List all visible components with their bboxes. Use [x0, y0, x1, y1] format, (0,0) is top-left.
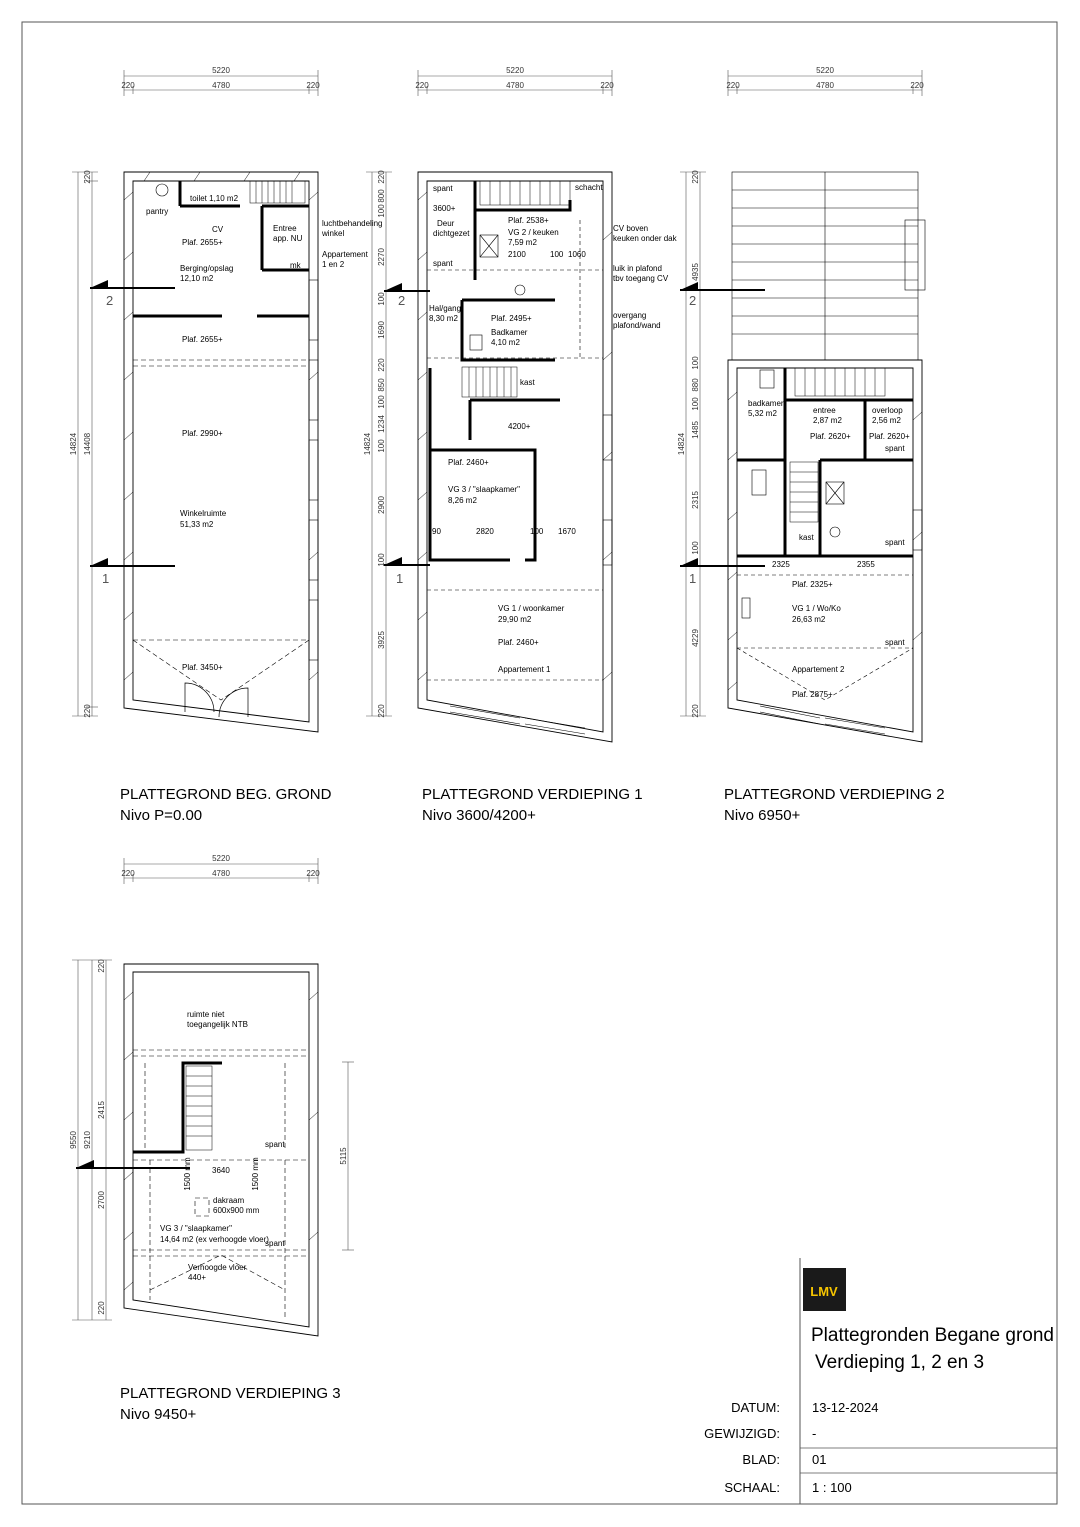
- v1-vd-14: 220: [377, 704, 386, 718]
- level-v1: Nivo 3600/4200+: [422, 807, 536, 824]
- v2-bad-m2: 5,32 m2: [748, 409, 777, 418]
- v2-plaf-w: Plaf. 2325+: [792, 580, 833, 589]
- v2-vd-7: 100: [691, 541, 700, 555]
- v1-dim-total: 5220: [506, 66, 524, 75]
- v1-vg2: VG 2 / keuken: [508, 228, 559, 237]
- stairs-v1: [462, 181, 570, 397]
- v1-schacht: schacht: [575, 183, 603, 192]
- v1-plaf-s: Plaf. 2460+: [448, 458, 489, 467]
- dim-inner-h: 14408: [83, 432, 92, 456]
- v1-dim-wall-l: 220: [415, 81, 429, 90]
- v1-vd-5: 1690: [377, 321, 386, 339]
- v2-vd-5: 1485: [691, 421, 700, 439]
- stair-bg: [250, 181, 305, 203]
- logo: LMV: [810, 1284, 838, 1299]
- v3-verhoogd2: 440+: [188, 1273, 207, 1282]
- dim-inner: 4780: [212, 81, 230, 90]
- v2-total-h: 14824: [677, 432, 686, 456]
- v2-dim-total: 5220: [816, 66, 834, 75]
- wall-hatch-v3: [124, 992, 318, 1290]
- v3-ruimte: ruimte niet: [187, 1010, 225, 1019]
- level-v3: Nivo 9450+: [120, 1406, 197, 1423]
- v2-vd-0: 220: [691, 170, 700, 184]
- v1-vd-8: 100: [377, 395, 386, 409]
- v3-h1500a: 1500 mm: [183, 1157, 192, 1191]
- v1-overgang2: plafond/wand: [613, 321, 661, 330]
- v3-h1500b: 1500 mm: [251, 1157, 260, 1191]
- v1-overgang: overgang: [613, 311, 647, 320]
- v1-vd-3: 2270: [377, 248, 386, 266]
- lbl-lucht: luchtbehandeling: [322, 219, 383, 228]
- plan-verdieping-1: [363, 66, 678, 824]
- lbl-berging: Berging/opslag: [180, 264, 234, 273]
- v2-vd-4: 100: [691, 397, 700, 411]
- v2-mark-1: 1: [689, 571, 697, 586]
- v2-vd-1: 4935: [691, 263, 700, 281]
- title-bg: PLATTEGROND BEG. GROND: [120, 786, 332, 803]
- stairs-v3: [186, 1066, 212, 1150]
- v3-vd-0: 220: [97, 959, 106, 973]
- tb-row2-label: BLAD:: [742, 1452, 780, 1467]
- v3-dim-inner: 4780: [212, 869, 230, 878]
- section-mark-1: 1: [102, 571, 110, 586]
- v1-4200: 4200+: [508, 422, 531, 431]
- lbl-app: Appartement: [322, 250, 368, 259]
- v3-dakraam: dakraam: [213, 1196, 245, 1205]
- v1-d1670: 1670: [558, 527, 576, 536]
- lbl-plaf3: Plaf. 2990+: [182, 429, 223, 438]
- v3-h9550: 9550: [69, 1131, 78, 1149]
- v3-vg3-m2: 14,64 m2 (ex verhoogde vloer): [160, 1235, 269, 1244]
- v2-overloop-m2: 2,56 m2: [872, 416, 901, 425]
- v3-d3640: 3640: [212, 1166, 230, 1175]
- v3-vd-3: 220: [97, 1301, 106, 1315]
- tb-schaal-row: [690, 1480, 1050, 1498]
- v2-d2325: 2325: [772, 560, 790, 569]
- v1-3600: 3600+: [433, 204, 456, 213]
- stair-enclosure-v3: [133, 1063, 222, 1152]
- v1-total-h: 14824: [363, 432, 372, 456]
- v2-vd-6: 2315: [691, 491, 700, 509]
- tb-row3-label-html: SCHAAL:: [724, 1480, 780, 1495]
- lbl-mk: mk: [290, 261, 301, 270]
- v3-dim-wall-l: 220: [121, 869, 135, 878]
- plan-verdieping-2: [677, 66, 945, 824]
- lbl-plaf4: Plaf. 3450+: [182, 663, 223, 672]
- lbl-cv: CV: [212, 225, 224, 234]
- title-v2: PLATTEGROND VERDIEPING 2: [724, 786, 945, 803]
- v1-vg3: VG 3 / "slaapkamer": [448, 485, 520, 494]
- v1-vg1: VG 1 / woonkamer: [498, 604, 565, 613]
- v1-hal-m2: 8,30 m2: [429, 314, 458, 323]
- dim-wall-bot: 220: [83, 704, 92, 718]
- dashed-v3: [133, 1050, 309, 1320]
- stairs-v2: [790, 368, 885, 522]
- lbl-berging-m2: 12,10 m2: [180, 274, 214, 283]
- tb-row0-value: 13-12-2024: [812, 1400, 879, 1415]
- lbl-winkel: Winkelruimte: [180, 509, 227, 518]
- v1-vd-2: 100: [377, 204, 386, 218]
- v3-spant1: spant: [265, 1140, 285, 1149]
- tb-title1: Plattegronden Begane grond: [811, 1325, 1054, 1346]
- lbl-winkel-m2: 51,33 m2: [180, 520, 214, 529]
- v2-dim-inner: 4780: [816, 81, 834, 90]
- windows-bg: [309, 280, 318, 660]
- v1-cvb: CV boven: [613, 224, 649, 233]
- v2-plaf-o: Plaf. 2620+: [869, 432, 910, 441]
- v1-bad-m2: 4,10 m2: [491, 338, 520, 347]
- v1-vd-9: 1234: [377, 415, 386, 433]
- v1-vd-7: 850: [377, 378, 386, 392]
- wall-hatch-bg: [124, 172, 318, 680]
- v3-ruimte2: toegangelijk NTB: [187, 1020, 248, 1029]
- v3-h9210: 9210: [83, 1131, 92, 1149]
- v1-vg3-m2: 8,26 m2: [448, 496, 477, 505]
- title-v1: PLATTEGROND VERDIEPING 1: [422, 786, 643, 803]
- v1-vd-0: 220: [377, 170, 386, 184]
- v1-bad: Badkamer: [491, 328, 528, 337]
- v2-dim-wall-l: 220: [726, 81, 740, 90]
- v1-app1: Appartement 1: [498, 665, 551, 674]
- v1-mark-1: 1: [396, 571, 404, 586]
- section-marks-bg: [90, 280, 175, 566]
- v2-plaf-e: Plaf. 2620+: [810, 432, 851, 441]
- tb-row1-value: -: [812, 1426, 817, 1441]
- entrance-doors-bg: [185, 683, 248, 717]
- v2-mark-2: 2: [689, 293, 697, 308]
- v1-vd-1: 800: [377, 189, 386, 203]
- v3-dim-wall-r: 220: [306, 869, 320, 878]
- v1-spant: spant: [433, 184, 453, 193]
- v3-dim-total: 5220: [212, 854, 230, 863]
- pantry-fixture: [156, 184, 168, 196]
- v3-verhoogd: Verhoogde vloer: [188, 1263, 247, 1272]
- v1-mark-2: 2: [398, 293, 406, 308]
- v1-vd-11: 2900: [377, 496, 386, 514]
- lbl-plaf2: Plaf. 2655+: [182, 335, 223, 344]
- lbl-entree: Entree: [273, 224, 297, 233]
- v1-vd-13: 3925: [377, 631, 386, 649]
- v1-spant2: spant: [433, 259, 453, 268]
- v2-vd-3: 880: [691, 378, 700, 392]
- v2-spant3: spant: [885, 638, 905, 647]
- v2-vd-9: 220: [691, 704, 700, 718]
- v1-d1060: 1060: [568, 250, 586, 259]
- v1-deur2: dichtgezet: [433, 229, 470, 238]
- v2-entree-m2: 2,87 m2: [813, 416, 842, 425]
- v3-vd-1: 2415: [97, 1101, 106, 1119]
- v1-deur: Deur: [437, 219, 455, 228]
- title-v3: PLATTEGROND VERDIEPING 3: [120, 1385, 341, 1402]
- v1-vg2-m2: 7,59 m2: [508, 238, 537, 247]
- section-mark-2: 2: [106, 293, 114, 308]
- v2-overloop: overloop: [872, 406, 903, 415]
- v2-dim-wall-r: 220: [910, 81, 924, 90]
- v1-dim-inner: 4780: [506, 81, 524, 90]
- v3-spant2: spant: [265, 1239, 285, 1248]
- v1-d2100: 2100: [508, 250, 526, 259]
- v1-cvb2: keuken onder dak: [613, 234, 677, 243]
- v1-plaf-k: Plaf. 2538+: [508, 216, 549, 225]
- tb-row2-value: 01: [812, 1452, 827, 1467]
- v2-bad: badkamer: [748, 399, 784, 408]
- roof-v2: [732, 172, 925, 360]
- tb-row1-label: GEWIJZIGD:: [704, 1426, 780, 1441]
- level-bg: Nivo P=0.00: [120, 807, 203, 824]
- v1-luik2: tbv toegang CV: [613, 274, 669, 283]
- dim-wall-l: 220: [121, 81, 135, 90]
- plan-begane-grond: [69, 66, 383, 824]
- v2-vd-8: 4229: [691, 629, 700, 647]
- lbl-entree2: app. NU: [273, 234, 303, 243]
- v2-plaf-2875: Plaf. 2875+: [792, 690, 833, 699]
- dashed-bg: [133, 360, 309, 700]
- v1-kast: kast: [520, 378, 535, 387]
- v2-app2: Appartement 2: [792, 665, 845, 674]
- v1-vd-6: 220: [377, 358, 386, 372]
- v1-vg1-m2: 29,90 m2: [498, 615, 532, 624]
- v3-vg3: VG 3 / "slaapkamer": [160, 1224, 232, 1233]
- v1-vd-12: 100: [377, 553, 386, 567]
- lbl-toilet: toilet 1,10 m2: [190, 194, 239, 203]
- v3-dakraam2: 600x900 mm: [213, 1206, 260, 1215]
- dim-height: 14824: [69, 432, 78, 456]
- v1-d90: 90: [432, 527, 441, 536]
- plan-verdieping-3: [69, 854, 354, 1423]
- dim-total: 5220: [212, 66, 230, 75]
- v1-hal: Hal/gang: [429, 304, 462, 313]
- lbl-lucht2: winkel: [322, 229, 345, 238]
- v2-vg1: VG 1 / Wo/Ko: [792, 604, 841, 613]
- v3-vd-2: 2700: [97, 1191, 106, 1209]
- tb-row3-value: 1 : 100: [812, 1480, 852, 1495]
- v2-vd-2: 100: [691, 356, 700, 370]
- tb-row0-label: DATUM:: [731, 1400, 780, 1415]
- v1-d100b: 100: [530, 527, 544, 536]
- dim-wall-r: 220: [306, 81, 320, 90]
- lbl-plaf1: Plaf. 2655+: [182, 238, 223, 247]
- level-v2: Nivo 6950+: [724, 807, 801, 824]
- v2-vg1-m2: 26,63 m2: [792, 615, 826, 624]
- walls-bg: [124, 172, 318, 732]
- v2-spant2: spant: [885, 538, 905, 547]
- v1-plaf-w: Plaf. 2460+: [498, 638, 539, 647]
- v1-dim-wall-r: 220: [600, 81, 614, 90]
- tb-title2: Verdieping 1, 2 en 3: [815, 1352, 985, 1373]
- v1-plaf-h: Plaf. 2495+: [491, 314, 532, 323]
- v1-vd-10: 100: [377, 439, 386, 453]
- v2-d2355: 2355: [857, 560, 875, 569]
- v2-spant1: spant: [885, 444, 905, 453]
- dim-wall-top: 220: [83, 170, 92, 184]
- lbl-pantry: pantry: [146, 207, 169, 216]
- v3-r5115: 5115: [339, 1147, 348, 1165]
- v1-d100: 100: [550, 250, 564, 259]
- v1-luik: luik in plafond: [613, 264, 662, 273]
- section-marks-v1: [384, 283, 430, 565]
- v1-vd-4: 100: [377, 292, 386, 306]
- v1-d2820: 2820: [476, 527, 494, 536]
- v2-entree: entree: [813, 406, 836, 415]
- lbl-app2: 1 en 2: [322, 260, 345, 269]
- v2-kast: kast: [799, 533, 814, 542]
- title-block: [704, 1258, 1057, 1504]
